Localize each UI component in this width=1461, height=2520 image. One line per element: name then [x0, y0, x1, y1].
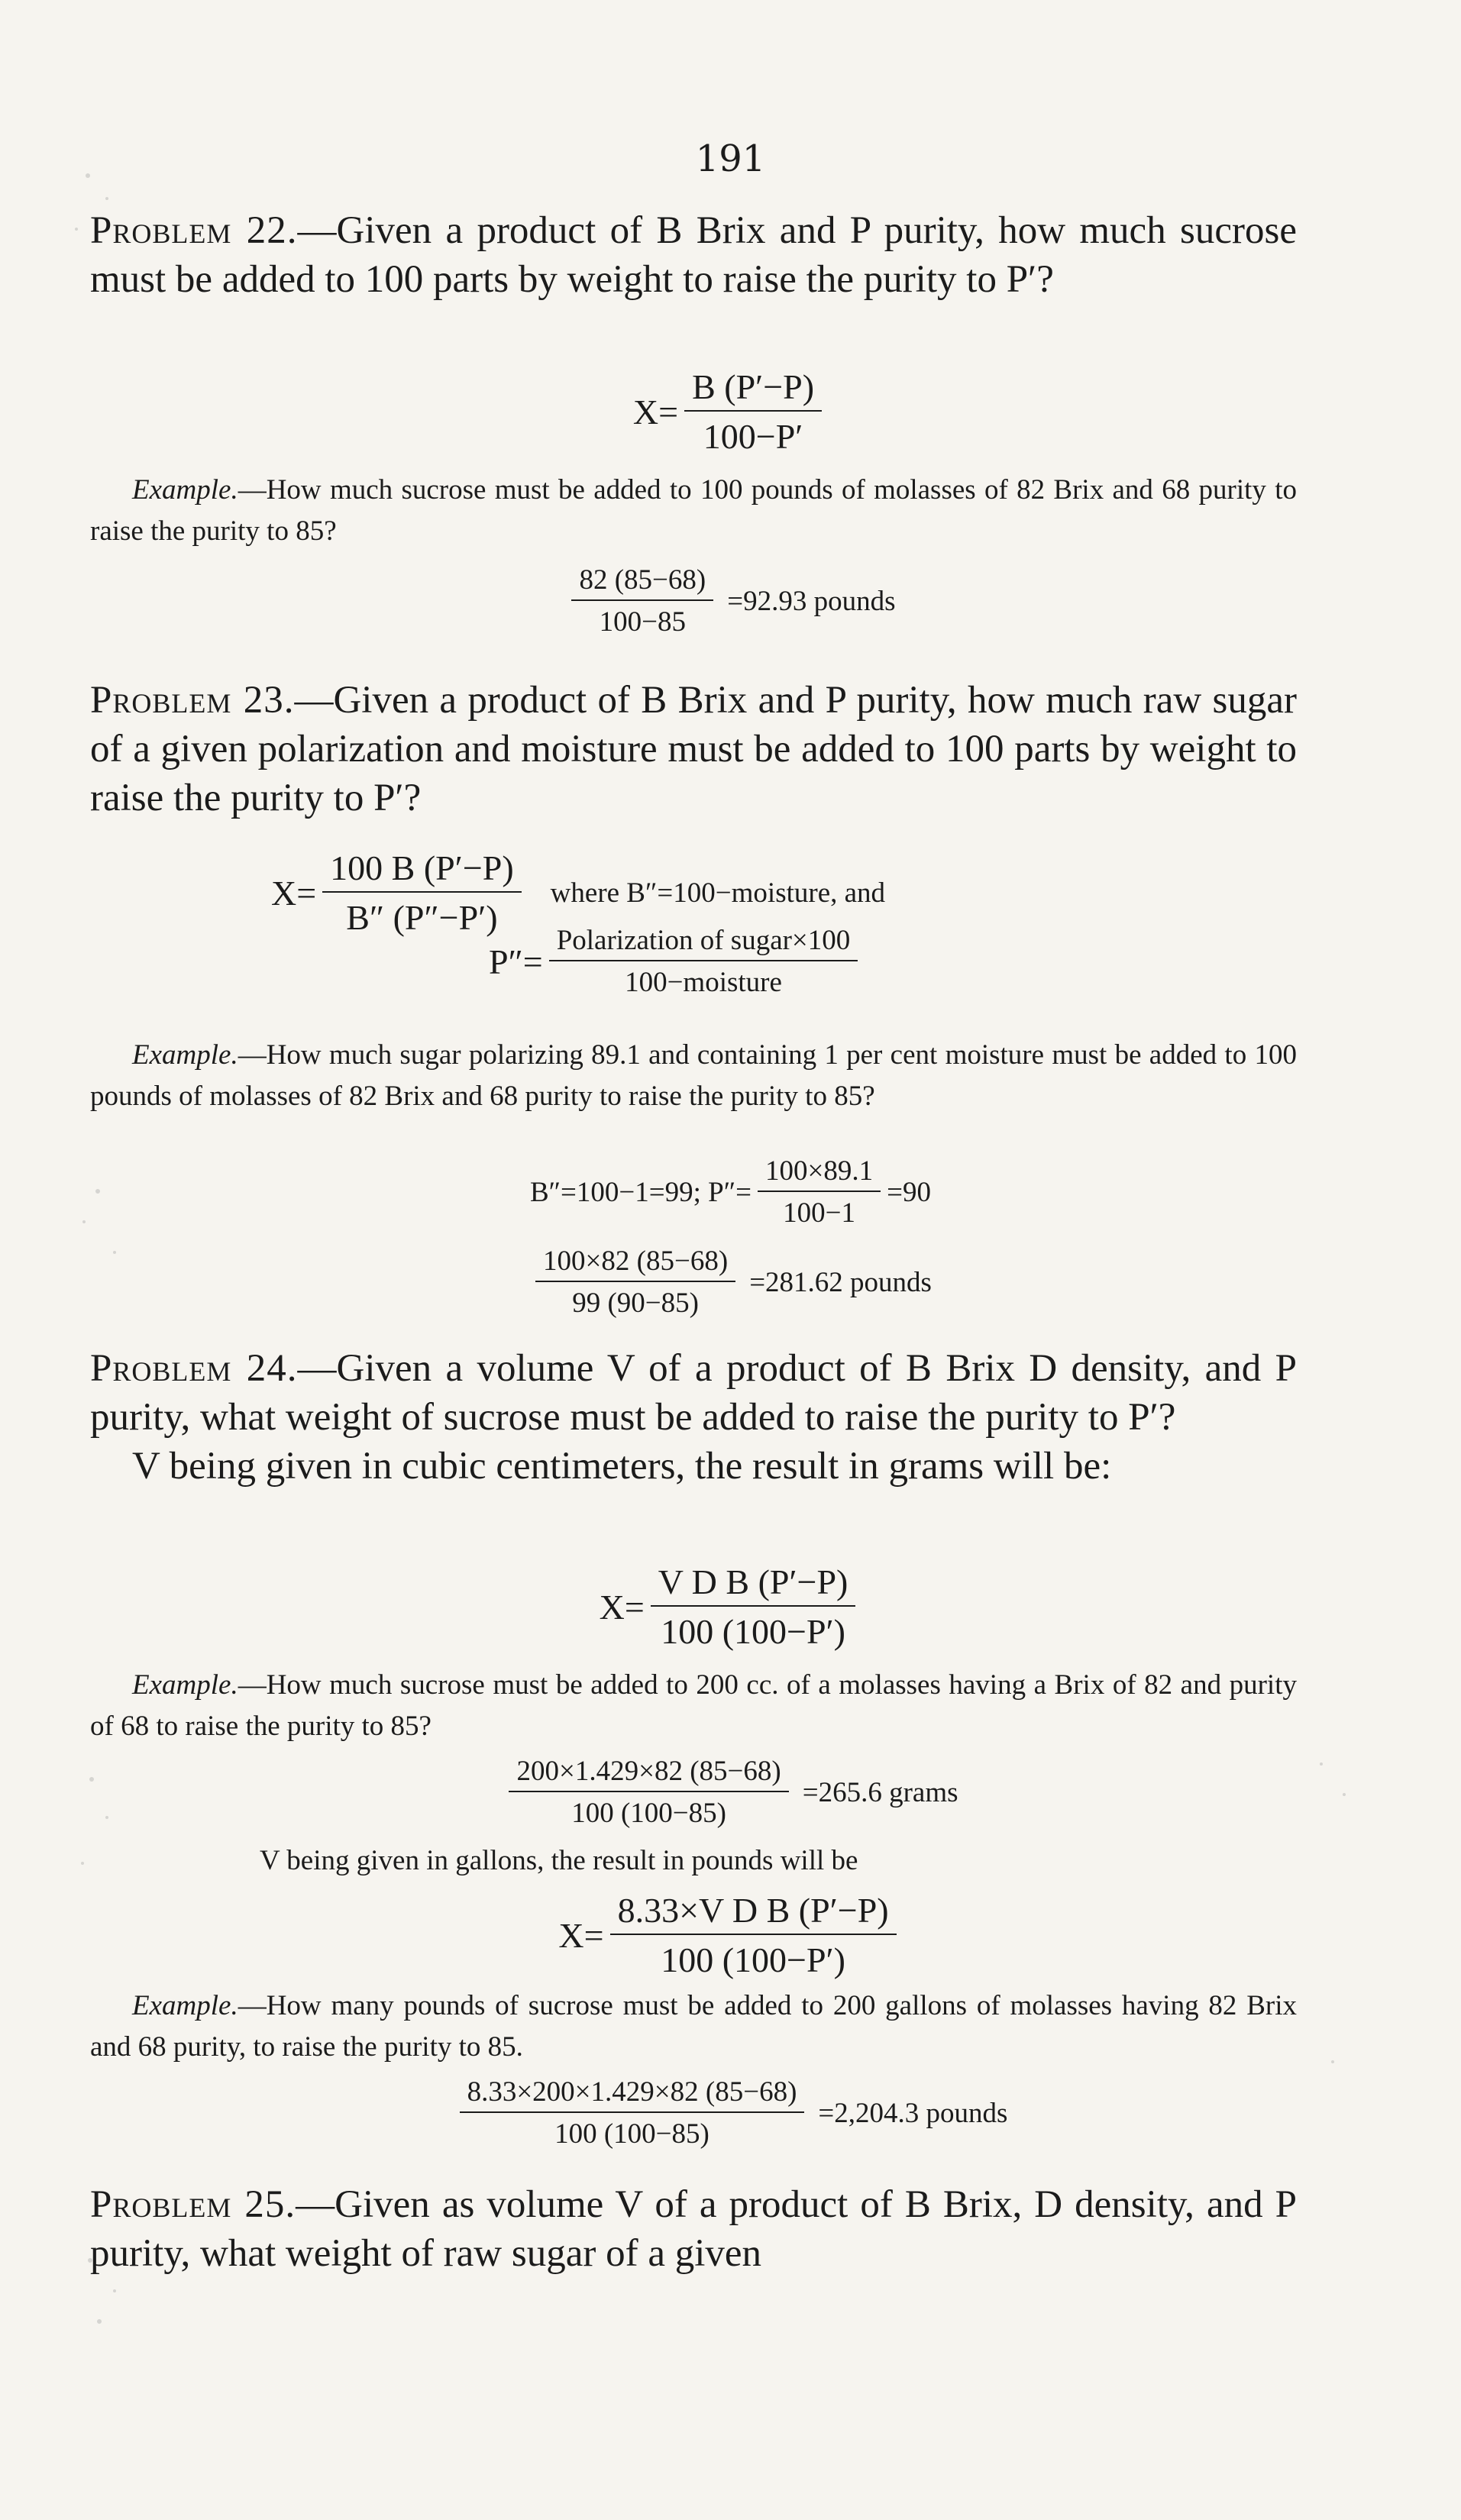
- calc-fraction: [535, 1245, 735, 1320]
- formula-lhs: X=: [599, 1587, 645, 1627]
- formula-denominator: 100 (100−P′): [661, 1940, 845, 1979]
- calc-result: =2,204.3 pounds: [818, 2097, 1008, 2129]
- calc-prefix: B″=100−1=99; P″=: [529, 1176, 752, 1208]
- problem-23-text: [90, 676, 1297, 822]
- calc-denominator: 100 (100−85): [554, 2118, 709, 2150]
- calc-fraction: [571, 564, 713, 638]
- problem-24-body: —Given a volume V of a product of B Brix D density, and P purity, what weight of sucrose must be added to raise the purity to P′?: [90, 1347, 1297, 1439]
- calc-numerator: 82 (85−68): [571, 564, 713, 601]
- problem-25-text: [90, 2180, 1297, 2278]
- problem-23-heading: Problem 23.: [90, 679, 295, 722]
- problem-24-cc-note: V being given in cubic centimeters, the result in grams will be:: [132, 1445, 1112, 1488]
- formula-fraction: [651, 1562, 856, 1652]
- problem-23-example: [90, 1035, 1297, 1117]
- problem-22-heading: Problem 22.: [90, 209, 298, 252]
- formula-lhs: P″=: [489, 942, 543, 981]
- page-number: 191: [695, 137, 766, 180]
- calc-numerator: 100×89.1: [758, 1155, 881, 1192]
- example-label: Example.: [132, 1990, 238, 2021]
- problem-24-text: [90, 1344, 1297, 1491]
- problem-24-gallon-note: V being given in gallons, the result in pounds will be: [260, 1845, 858, 1876]
- problem-24-formula-cc: [0, 1562, 1461, 1652]
- formula-numerator: 100 B (P′−P): [322, 848, 522, 893]
- problem-23-body: —Given a product of B Brix and P purity, how much raw sugar of a given polarization and moisture must be added to 100 parts by weight to raise the purity to P′?: [90, 679, 1297, 819]
- formula-lhs: X=: [558, 1915, 604, 1955]
- problem-23-example-calc-2: [0, 1245, 1461, 1320]
- formula-numerator: 8.33×V D B (P′−P): [610, 1890, 897, 1935]
- example-label: Example.: [132, 1039, 238, 1071]
- problem-23-example-calc-1: [0, 1155, 1461, 1229]
- formula-numerator: Polarization of sugar×100: [549, 924, 858, 961]
- problem-25-heading: Problem 25.: [90, 2183, 296, 2226]
- calc-denominator: 100 (100−85): [571, 1798, 726, 1829]
- problem-24-heading: Problem 24.: [90, 1347, 298, 1390]
- problem-22-text: [90, 206, 1297, 304]
- calc-denominator: 99 (90−85): [572, 1287, 699, 1319]
- example-label: Example.: [132, 1669, 238, 1701]
- calc-fraction: [460, 2076, 805, 2150]
- formula-where-clause: where B″=100−moisture, and: [550, 877, 886, 909]
- calc-result: =92.93 pounds: [727, 585, 896, 617]
- formula-denominator: 100−moisture: [625, 967, 782, 998]
- problem-24-example-1-calc: [0, 1755, 1461, 1830]
- problem-25-body: —Given as volume V of a product of B Brix, D density, and P purity, what weight of raw sugar of a given: [90, 2183, 1297, 2275]
- problem-22-example-calc: [0, 564, 1461, 638]
- formula-fraction: [684, 367, 822, 457]
- formula-lhs: X=: [632, 392, 679, 431]
- calc-numerator: 100×82 (85−68): [535, 1245, 735, 1282]
- problem-22-body: —Given a product of B Brix and P purity, how much sucrose must be added to 100 parts by weight to raise the purity to P′?: [90, 209, 1297, 301]
- calc-denominator: 100−1: [783, 1197, 856, 1229]
- problem-24-example-2: [90, 1985, 1297, 2068]
- example-text: —How much sucrose must be added to 200 cc. of a molasses having a Brix of 82 and purity of 68 to raise the purity to 85?: [90, 1669, 1297, 1742]
- calc-numerator: 8.33×200×1.429×82 (85−68): [460, 2076, 805, 2113]
- problem-24-example-1: [90, 1665, 1297, 1747]
- problem-22-formula: [0, 367, 1461, 457]
- problem-23-formula-p: [0, 924, 1461, 999]
- calc-denominator: 100−85: [599, 606, 687, 638]
- formula-lhs: X=: [271, 873, 317, 913]
- example-label: Example.: [132, 474, 238, 506]
- formula-numerator: B (P′−P): [684, 367, 822, 412]
- formula-numerator: V D B (P′−P): [651, 1562, 856, 1607]
- formula-denominator: 100 (100−P′): [661, 1612, 845, 1651]
- example-text: —How much sugar polarizing 89.1 and containing 1 per cent moisture must be added to 100 pounds of molasses of 82 Brix and 68 purity to raise the purity to 85?: [90, 1039, 1297, 1112]
- example-text: —How much sucrose must be added to 100 pounds of molasses of 82 Brix and 68 purity to raise the purity to 85?: [90, 474, 1297, 547]
- calc-result: =281.62 pounds: [749, 1266, 932, 1298]
- calc-result: =265.6 grams: [802, 1776, 958, 1808]
- calc-numerator: 200×1.429×82 (85−68): [509, 1755, 788, 1792]
- problem-22-example: [90, 470, 1297, 552]
- calc-fraction: [758, 1155, 881, 1229]
- formula-denominator: 100−P′: [703, 417, 803, 456]
- formula-fraction: [549, 924, 858, 999]
- formula-fraction: [610, 1890, 897, 1980]
- formula-denominator: B″ (P″−P′): [346, 898, 498, 937]
- calc-result: =90: [887, 1176, 932, 1208]
- problem-24-example-2-calc: [0, 2076, 1461, 2150]
- example-text: —How many pounds of sucrose must be added to 200 gallons of molasses having 82 Brix and 68 purity, to raise the purity to 85.: [90, 1990, 1297, 2063]
- problem-24-formula-gallons: [0, 1890, 1461, 1980]
- calc-fraction: [509, 1755, 788, 1830]
